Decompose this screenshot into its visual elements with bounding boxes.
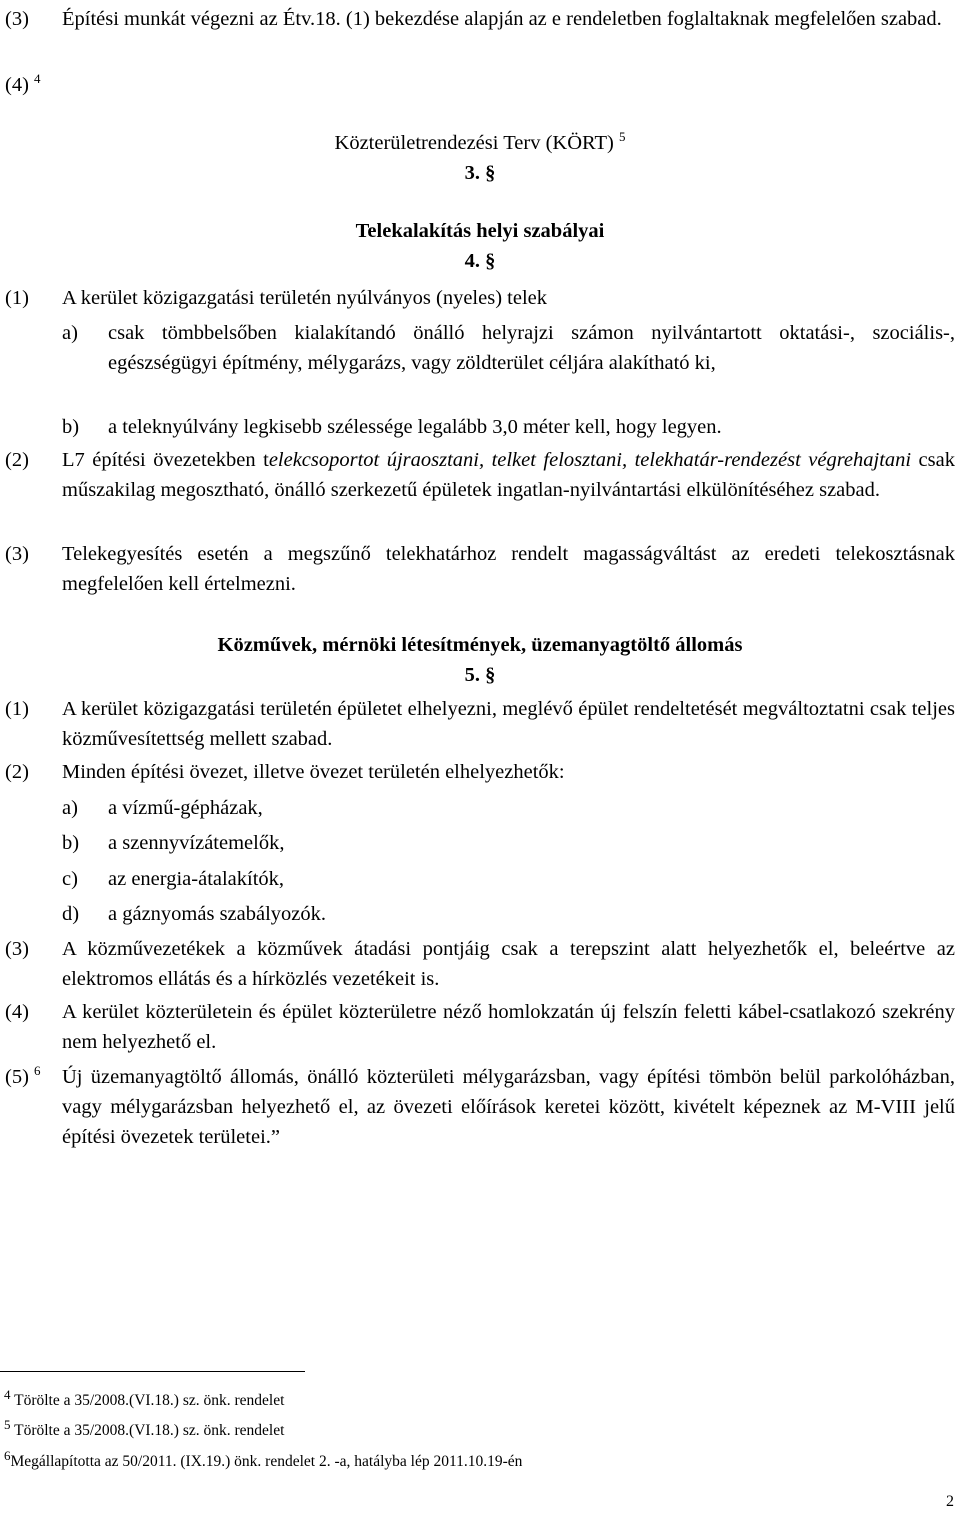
paragraph-text: Új üzemanyagtöltő állomás, önálló közterületi mélygarázsban, vagy építési tömbön belül parkolóházban, vagy mélygarázsban helyezhető el, az övezeti előírások keretei között, kivételt képeznek az M-VIII jelű építési övezetek területei.” (62, 1066, 955, 1148)
section-label: 3. (464, 162, 480, 184)
paragraph-text: Minden építési övezet, illetve övezet területén elhelyezhetők: (62, 761, 565, 783)
paragraph-number: (4) (5, 1001, 29, 1023)
footnote-divider (0, 1371, 305, 1372)
section-number-5 (0, 660, 960, 690)
item-label: a) (62, 322, 78, 344)
item-label: b) (62, 832, 80, 854)
footnote-text: Megállapította az 50/2011. (IX.19.) önk. rendelet 2. -a, hatályba lép 2011.10.19-én (10, 1453, 523, 1470)
item-text: a szennyvízátemelők, (108, 832, 285, 854)
heading-kort-text: Közterületrendezési Terv (KÖRT) (334, 132, 614, 154)
footnote-marker: 6 (4, 1447, 11, 1463)
page-number: 2 (946, 1493, 954, 1510)
heading-kozmuvek: Közművek, mérnöki létesítmények, üzemanyagtöltő állomás (217, 634, 743, 656)
paragraph-number (5, 70, 41, 100)
section-number-4 (0, 246, 960, 276)
footnote-6 (4, 1447, 523, 1472)
paragraph-number (5, 1062, 41, 1092)
item-label: a) (62, 797, 78, 819)
paragraph-number: (2) (5, 761, 29, 783)
item-text: a teleknyúlvány legkisebb szélessége legalább 3,0 méter kell, hogy legyen. (108, 416, 722, 438)
item-text: csak tömbbelsőben kialakítandó önálló helyrajzi számon nyilvántartott oktatási-, szociális-, egészségügyi építmény, mélygarázs, vagy zöldterület céljára alakítható ki, (108, 322, 955, 374)
paragraph-number: (3) (5, 938, 29, 960)
footnote-ref[interactable]: 6 (34, 1063, 41, 1079)
item-text: az energia-átalakítók, (108, 868, 285, 890)
item-label: d) (62, 903, 80, 925)
heading-kort (0, 128, 960, 158)
section-label: 4. (464, 250, 480, 272)
section-sign-icon: § (485, 664, 496, 686)
footnote-ref[interactable]: 5 (618, 129, 626, 145)
paragraph-number: (2) (5, 449, 29, 471)
paragraph-number: (3) (5, 543, 29, 565)
item-label: c) (62, 868, 78, 890)
section-sign-icon: § (485, 250, 496, 272)
section-number-3 (0, 158, 960, 188)
paragraph-text: Építési munkát végezni az Étv.18. (1) bekezdése alapján az e rendeletben foglaltaknak megfelelően szabad. (62, 8, 942, 30)
paragraph-number: (1) (5, 287, 29, 309)
section-label: 5. (464, 664, 480, 686)
item-text: a vízmű-gépházak, (108, 797, 263, 819)
footnote-4 (4, 1386, 285, 1411)
paragraph-text: A kerület közigazgatási területén épületet elhelyezni, meglévő épület rendeltetését megváltoztatni csak teljes közművesítettség mellett szabad. (62, 698, 955, 750)
footnote-5 (4, 1416, 285, 1441)
paragraph-text: A kerület közigazgatási területén nyúlványos (nyeles) telek (62, 287, 547, 309)
text-segment: L7 építési övezetekben t (62, 449, 269, 471)
paragraph-text: A kerület közterületein és épület közterületre néző homlokzatán új felszín feletti kábel-csatlakozó szekrény nem helyezhető el. (62, 1001, 955, 1053)
text-segment-italic: elekcsoportot újraosztani, telket felosztani, telekhatár-rendezést végrehajtani (268, 449, 912, 471)
paragraph-text: A közművezetékek a közművek átadási pontjáig csak a terepszint alatt helyezhetők el, beleértve az elektromos ellátás és a hírközlés vezetékeit is. (62, 938, 955, 990)
paragraph-number: (3) (5, 8, 29, 30)
footnote-marker: 5 (4, 1416, 11, 1432)
footnote-text: Törölte a 35/2008.(VI.18.) sz. önk. rendelet (14, 1422, 285, 1439)
section-sign-icon: § (485, 162, 496, 184)
paragraph-number: (1) (5, 698, 29, 720)
paragraph-number-label: (4) (5, 74, 29, 96)
paragraph-text (62, 445, 955, 505)
paragraph-number-label: (5) (5, 1066, 29, 1088)
footnote-marker: 4 (4, 1386, 11, 1402)
item-text: a gáznyomás szabályozók. (108, 903, 327, 925)
footnote-text: Törölte a 35/2008.(VI.18.) sz. önk. rendelet (14, 1392, 285, 1409)
paragraph-text: Telekegyesítés esetén a megszűnő telekhatárhoz rendelt magasságváltást az eredeti telekosztásnak megfelelően kell értelmezni. (62, 543, 955, 595)
footnote-ref[interactable]: 4 (34, 71, 41, 87)
item-label: b) (62, 416, 80, 438)
text-segment: csak műszakilag megosztható, önálló szerkezetű épületek ingatlan-nyilvántartási elkülönítéséhez szabad. (62, 449, 955, 501)
heading-telekalakitas: Telekalakítás helyi szabályai (355, 220, 605, 242)
